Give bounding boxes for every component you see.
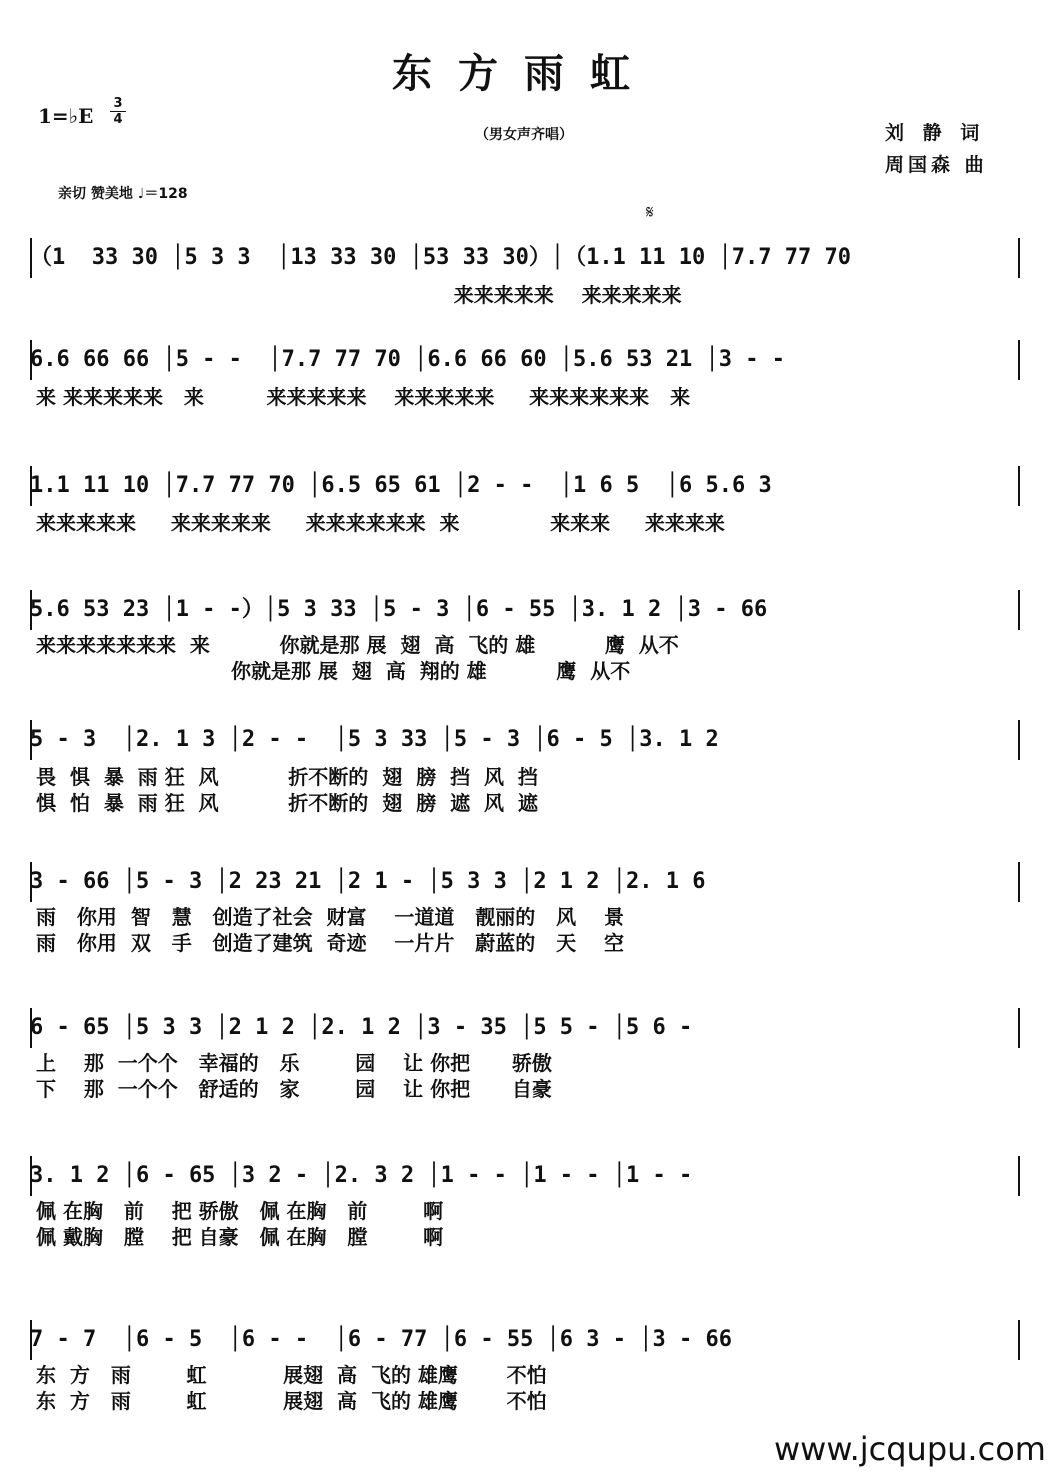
lyric-line-2: 下 那 一个个 舒适的 家 园 让 你把 自豪 [36,1077,552,1101]
site-watermark: www.jcqupu.com [774,1430,1046,1468]
notes-line: 1.1 11 10 │7.7 77 70 │6.5 65 61 │2 - - │1 6 5 │6 5.6 3 [30,466,1020,506]
notes-line: 7 - 7 │6 - 5 │6 - - │6 - 77 │6 - 55 │6 3 - │3 - 66 [30,1320,1020,1360]
lyricist-credit: 刘 静 词 [885,122,986,144]
time-signature [110,96,126,127]
notes-line: 5 - 3 │2. 1 3 │2 - - │5 3 33 │5 - 3 │6 - 5 │3. 1 2 [30,720,1020,760]
notes-line: 6.6 66 66 │5 - - │7.7 77 70 │6.6 66 60 │5.6 53 21 │3 - - [30,340,1020,380]
notes-line: 3 - 66 │5 - 3 │2 23 21 │2 1 - │5 3 3 │2 1 2 │2. 1 6 [30,862,1020,902]
notes-line: （1 33 30 │5 3 3 │13 33 30 │53 33 30）│（1.1 11 10 │7.7 77 70 [30,238,1020,278]
lyric-line-2: 雨 你用 双 手 创造了建筑 奇迹 一片片 蔚蓝的 天 空 [36,931,624,955]
notes-line: 5.6 53 23 │1 - -）│5 3 33 │5 - 3 │6 - 55 │3. 1 2 │3 - 66 [30,590,1020,630]
lyric-line-1: 来来来来来 来来来来来 [36,283,682,307]
lyric-line-1: 来 来来来来来 来 来来来来来 来来来来来 来来来来来来 来 [36,385,691,409]
time-signature-numerator: 3 [113,96,123,111]
lyric-line-1: 东 方 雨 虹 展翅 高 飞的 雄鹰 不怕 [36,1363,547,1387]
lyric-line-2: 你就是那 展 翅 高 翔的 雄 鹰 从不 [36,659,631,683]
composer-credit: 周国森 曲 [885,154,988,176]
song-title: 东方雨虹 [392,50,656,97]
lyric-line-1: 佩 在胸 前 把 骄傲 佩 在胸 前 啊 [36,1199,444,1223]
lyric-line-1: 来来来来来来来 来 你就是那 展 翅 高 飞的 雄 鹰 从不 [36,633,679,657]
lyric-line-1: 来来来来来 来来来来来 来来来来来来 来 来来来 来来来来 [36,511,725,535]
performance-note: （男女声齐唱） [475,127,573,143]
tempo-marking: 亲切 赞美地 ♩＝128 [58,186,188,202]
lyric-line-1: 畏 惧 暴 雨 狂 风 折不断的 翅 膀 挡 风 挡 [36,765,538,789]
lyric-line-2: 佩 戴胸 膛 把 自豪 佩 在胸 膛 啊 [36,1225,444,1249]
lyric-line-1: 上 那 一个个 幸福的 乐 园 让 你把 骄傲 [36,1051,552,1075]
notes-line: 3. 1 2 │6 - 65 │3 2 - │2. 3 2 │1 - - │1 - - │1 - - [30,1156,1020,1196]
segno-icon: 𝄋 [646,202,654,223]
key-signature: 1=♭E [38,104,94,128]
notes-line: 6 - 65 │5 3 3 │2 1 2 │2. 1 2 │3 - 35 │5 5 - │5 6 - [30,1008,1020,1048]
time-signature-denominator: 4 [110,111,126,127]
lyric-line-2: 惧 怕 暴 雨 狂 风 折不断的 翅 膀 遮 风 遮 [36,791,538,815]
lyric-line-2: 东 方 雨 虹 展翅 高 飞的 雄鹰 不怕 [36,1389,547,1413]
lyric-line-1: 雨 你用 智 慧 创造了社会 财富 一道道 靓丽的 风 景 [36,905,624,929]
